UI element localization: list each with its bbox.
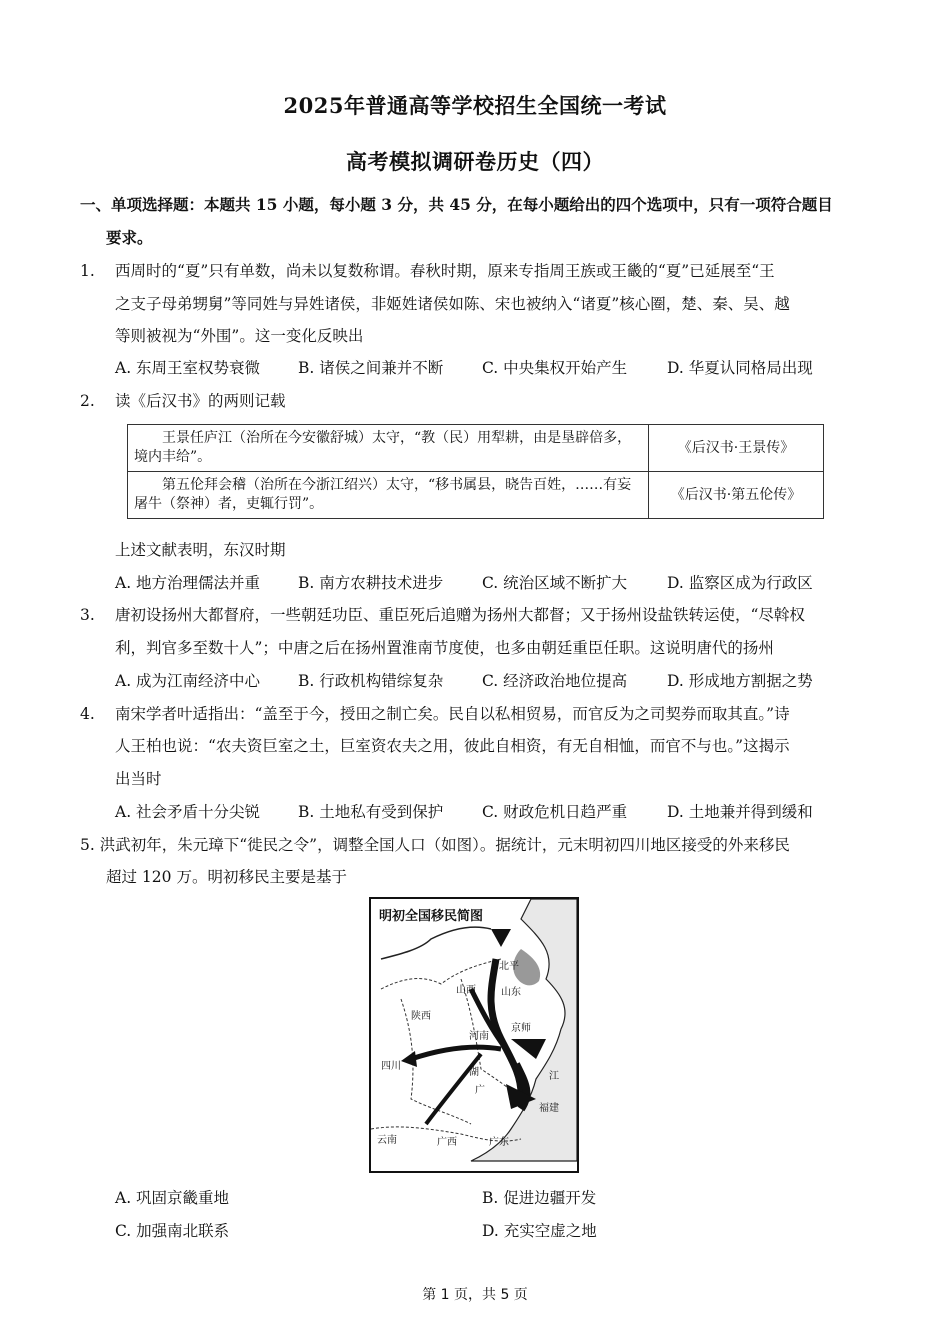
q3-option-b[interactable]: B. 行政机构错综复杂 bbox=[298, 672, 444, 690]
q5-stem-line: 5. 洪武初年，朱元璋下“徙民之令”，调整全国人口（如图）。据统计，元末明初四川地区接受的外来移民 bbox=[80, 836, 790, 854]
q3-stem-line: 唐初设扬州大都督府，一些朝廷功臣、重臣死后追赠为扬州大都督；又于扬州设盐铁转运使，“尽斡权 bbox=[115, 606, 805, 624]
migration-map bbox=[369, 897, 579, 1173]
q1-option-d[interactable]: D. 华夏认同格局出现 bbox=[667, 359, 813, 377]
q1-stem-line: 之支子母弟甥舅”等同姓与异姓诸侯，非姬姓诸侯如陈、宋也被纳入“诸夏”核心圈，楚、秦、吴、越 bbox=[115, 295, 790, 313]
q4-option-c[interactable]: C. 财政危机日趋严重 bbox=[482, 803, 628, 821]
record-text: 王景任庐江（治所在今安徽舒城）太守，“教（民）用犁耕，由是垦辟倍多，境内丰给”。 bbox=[134, 430, 632, 465]
q5-option-c[interactable]: C. 加强南北联系 bbox=[115, 1222, 230, 1240]
q1-option-c[interactable]: C. 中央集权开始产生 bbox=[482, 359, 628, 377]
map-label: 山东 bbox=[501, 987, 521, 998]
source-table bbox=[127, 424, 824, 519]
page-footer: 第 1 页，共 5 页 bbox=[422, 1287, 528, 1303]
map-label: 湖 bbox=[469, 1067, 479, 1078]
map-label: 广东 bbox=[489, 1137, 509, 1148]
table-row bbox=[128, 472, 824, 519]
q5-option-a[interactable]: A. 巩固京畿重地 bbox=[115, 1189, 230, 1207]
q1-option-a[interactable]: A. 东周王室权势衰微 bbox=[115, 359, 261, 377]
arrow-icon bbox=[401, 1051, 417, 1067]
q4-option-b[interactable]: B. 土地私有受到保护 bbox=[298, 803, 444, 821]
map-label: 广 bbox=[475, 1085, 485, 1096]
q1-stem-line: 等则被视为“外围”。这一变化反映出 bbox=[115, 327, 364, 345]
border-line bbox=[381, 959, 501, 989]
map-label: 云南 bbox=[377, 1135, 397, 1146]
q4-option-d[interactable]: D. 土地兼并得到缓和 bbox=[667, 803, 813, 821]
q3-option-c[interactable]: C. 经济政治地位提高 bbox=[482, 672, 628, 690]
table-cell-text bbox=[128, 425, 649, 472]
q2-number: 2. bbox=[80, 392, 95, 410]
q2-stem: 读《后汉书》的两则记载 bbox=[115, 392, 286, 410]
q4-stem-line: 南宋学者叶适指出：“盖至于今，授田之制亡矣。民自以私相贸易，而官反为之司契券而取其直。”诗 bbox=[115, 705, 790, 723]
q1-stem-line: 西周时的“夏”只有单数，尚未以复数称谓。春秋时期，原来专指周王族或王畿的“夏”已延展至“王 bbox=[115, 262, 775, 280]
table-cell-text bbox=[128, 472, 649, 519]
arrow-icon bbox=[511, 1039, 546, 1059]
table-row bbox=[128, 425, 824, 472]
q2-option-c[interactable]: C. 统治区域不断扩大 bbox=[482, 574, 628, 592]
map-label: 四川 bbox=[381, 1061, 401, 1072]
q1-number: 1. bbox=[80, 262, 95, 280]
q2-after: 上述文献表明，东汉时期 bbox=[115, 541, 286, 559]
q2-option-d[interactable]: D. 监察区成为行政区 bbox=[667, 574, 813, 592]
q5-option-d[interactable]: D. 充实空虚之地 bbox=[482, 1222, 597, 1240]
exam-title: 2025年普通高等学校招生全国统一考试 bbox=[283, 93, 667, 118]
map-title: 明初全国移民简图 bbox=[379, 909, 484, 924]
q3-stem-line: 利，判官多至数十人”；中唐之后在扬州置淮南节度使，也多由朝廷重臣任职。这说明唐代的扬州 bbox=[115, 639, 774, 657]
map-label: 河南 bbox=[469, 1031, 489, 1042]
q3-number: 3. bbox=[80, 606, 95, 624]
section-heading: 一、单项选择题：本题共 15 小题，每小题 3 分，共 45 分，在每小题给出的四个选项中，只有一项符合题目 bbox=[80, 195, 833, 214]
exam-subtitle: 高考模拟调研卷历史（四） bbox=[346, 149, 604, 174]
section-heading-cont: 要求。 bbox=[106, 228, 153, 247]
map-label: 山西 bbox=[456, 985, 476, 996]
q1-option-b[interactable]: B. 诸侯之间兼并不断 bbox=[298, 359, 444, 377]
q2-option-a[interactable]: A. 地方治理儒法并重 bbox=[115, 574, 261, 592]
arrow-icon bbox=[491, 929, 511, 947]
q4-stem-line: 人王柏也说：“农夫资巨室之土，巨室资农夫之用，彼此自相资，有无自相恤，而官不与也。”这揭示 bbox=[115, 737, 790, 755]
q5-stem-line: 超过 120 万。明初移民主要是基于 bbox=[106, 868, 347, 886]
migration-arrow bbox=[411, 1047, 501, 1059]
table-cell-source: 《后汉书·王景传》 bbox=[649, 425, 824, 472]
q3-option-a[interactable]: A. 成为江南经济中心 bbox=[115, 672, 261, 690]
q2-option-b[interactable]: B. 南方农耕技术进步 bbox=[298, 574, 444, 592]
q4-stem-line: 出当时 bbox=[115, 770, 162, 788]
q4-number: 4. bbox=[80, 705, 95, 723]
great-wall-line bbox=[381, 927, 491, 959]
map-label: 广西 bbox=[437, 1137, 457, 1148]
map-label: 江 bbox=[549, 1071, 559, 1082]
record-text: 第五伦拜会稽（治所在今浙江绍兴）太守，“移书属县，晓告百姓，……有妄屠牛（祭神）者，吏辄行罚”。 bbox=[134, 477, 632, 512]
q5-option-b[interactable]: B. 促进边疆开发 bbox=[482, 1189, 597, 1207]
map-label: 京师 bbox=[511, 1023, 531, 1034]
table-cell-source: 《后汉书·第五伦传》 bbox=[649, 472, 824, 519]
map-label: 福建 bbox=[539, 1103, 559, 1114]
q4-option-a[interactable]: A. 社会矛盾十分尖锐 bbox=[115, 803, 261, 821]
map-label: 北平 bbox=[499, 961, 519, 972]
map-label: 陕西 bbox=[411, 1011, 431, 1022]
q3-option-d[interactable]: D. 形成地方割据之势 bbox=[667, 672, 813, 690]
